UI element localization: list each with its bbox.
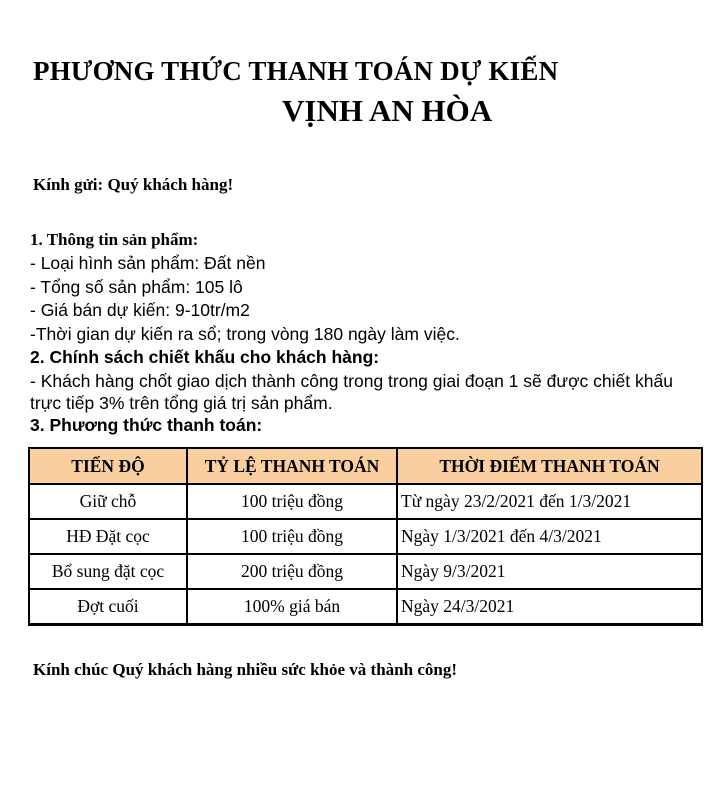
cell-time: Ngày 1/3/2021 đến 4/3/2021 bbox=[397, 519, 702, 554]
header-payment-rate: TỶ LỆ THANH TOÁN bbox=[187, 448, 397, 484]
section1-heading: 1. Thông tin sản phẩm: bbox=[30, 230, 199, 249]
cell-rate: 200 triệu đồng bbox=[187, 554, 397, 589]
table-row bbox=[29, 589, 702, 625]
cell-rate: 100 triệu đồng bbox=[187, 484, 397, 519]
closing-wish: Kính chúc Quý khách hàng nhiều sức khỏe và thành công! bbox=[33, 660, 457, 679]
payment-schedule-table bbox=[28, 447, 703, 626]
table-row bbox=[29, 484, 702, 519]
table-header-row bbox=[29, 448, 702, 484]
cell-stage: Giữ chỗ bbox=[29, 484, 187, 519]
content-block bbox=[30, 228, 700, 437]
header-stage: TIẾN ĐỘ bbox=[29, 448, 187, 484]
discount-policy-text: - Khách hàng chốt giao dịch thành công trong trong giai đoạn 1 sẽ được chiết khấu trực tiếp 3% trên tổng giá trị sản phẩm. bbox=[30, 370, 673, 413]
cell-rate: 100% giá bán bbox=[187, 589, 397, 625]
section3-heading: 3. Phương thức thanh toán: bbox=[30, 414, 263, 435]
product-type-line: - Loại hình sản phẩm: Đất nền bbox=[30, 253, 266, 273]
cell-time: Từ ngày 23/2/2021 đến 1/3/2021 bbox=[397, 484, 702, 519]
table-row bbox=[29, 554, 702, 589]
title-deed-time-line: -Thời gian dự kiến ra sổ; trong vòng 180 ngày làm việc. bbox=[30, 323, 460, 344]
price-line: - Giá bán dự kiến: 9-10tr/m2 bbox=[30, 300, 250, 320]
product-count-line: - Tổng số sản phẩm: 105 lô bbox=[30, 276, 243, 297]
cell-stage: HĐ Đặt cọc bbox=[29, 519, 187, 554]
document-title-line2: VỊNH AN HÒA bbox=[282, 93, 493, 128]
cell-stage: Bổ sung đặt cọc bbox=[29, 554, 187, 589]
document-title-line1: PHƯƠNG THỨC THANH TOÁN DỰ KIẾN bbox=[33, 56, 559, 86]
cell-time: Ngày 9/3/2021 bbox=[397, 554, 702, 589]
table-row bbox=[29, 519, 702, 554]
cell-rate: 100 triệu đồng bbox=[187, 519, 397, 554]
section2-heading: 2. Chính sách chiết khấu cho khách hàng: bbox=[30, 347, 380, 367]
cell-stage: Đợt cuối bbox=[29, 589, 187, 625]
header-payment-time: THỜI ĐIỂM THANH TOÁN bbox=[397, 448, 702, 484]
cell-time: Ngày 24/3/2021 bbox=[397, 589, 702, 625]
greeting: Kính gửi: Quý khách hàng! bbox=[33, 175, 234, 194]
